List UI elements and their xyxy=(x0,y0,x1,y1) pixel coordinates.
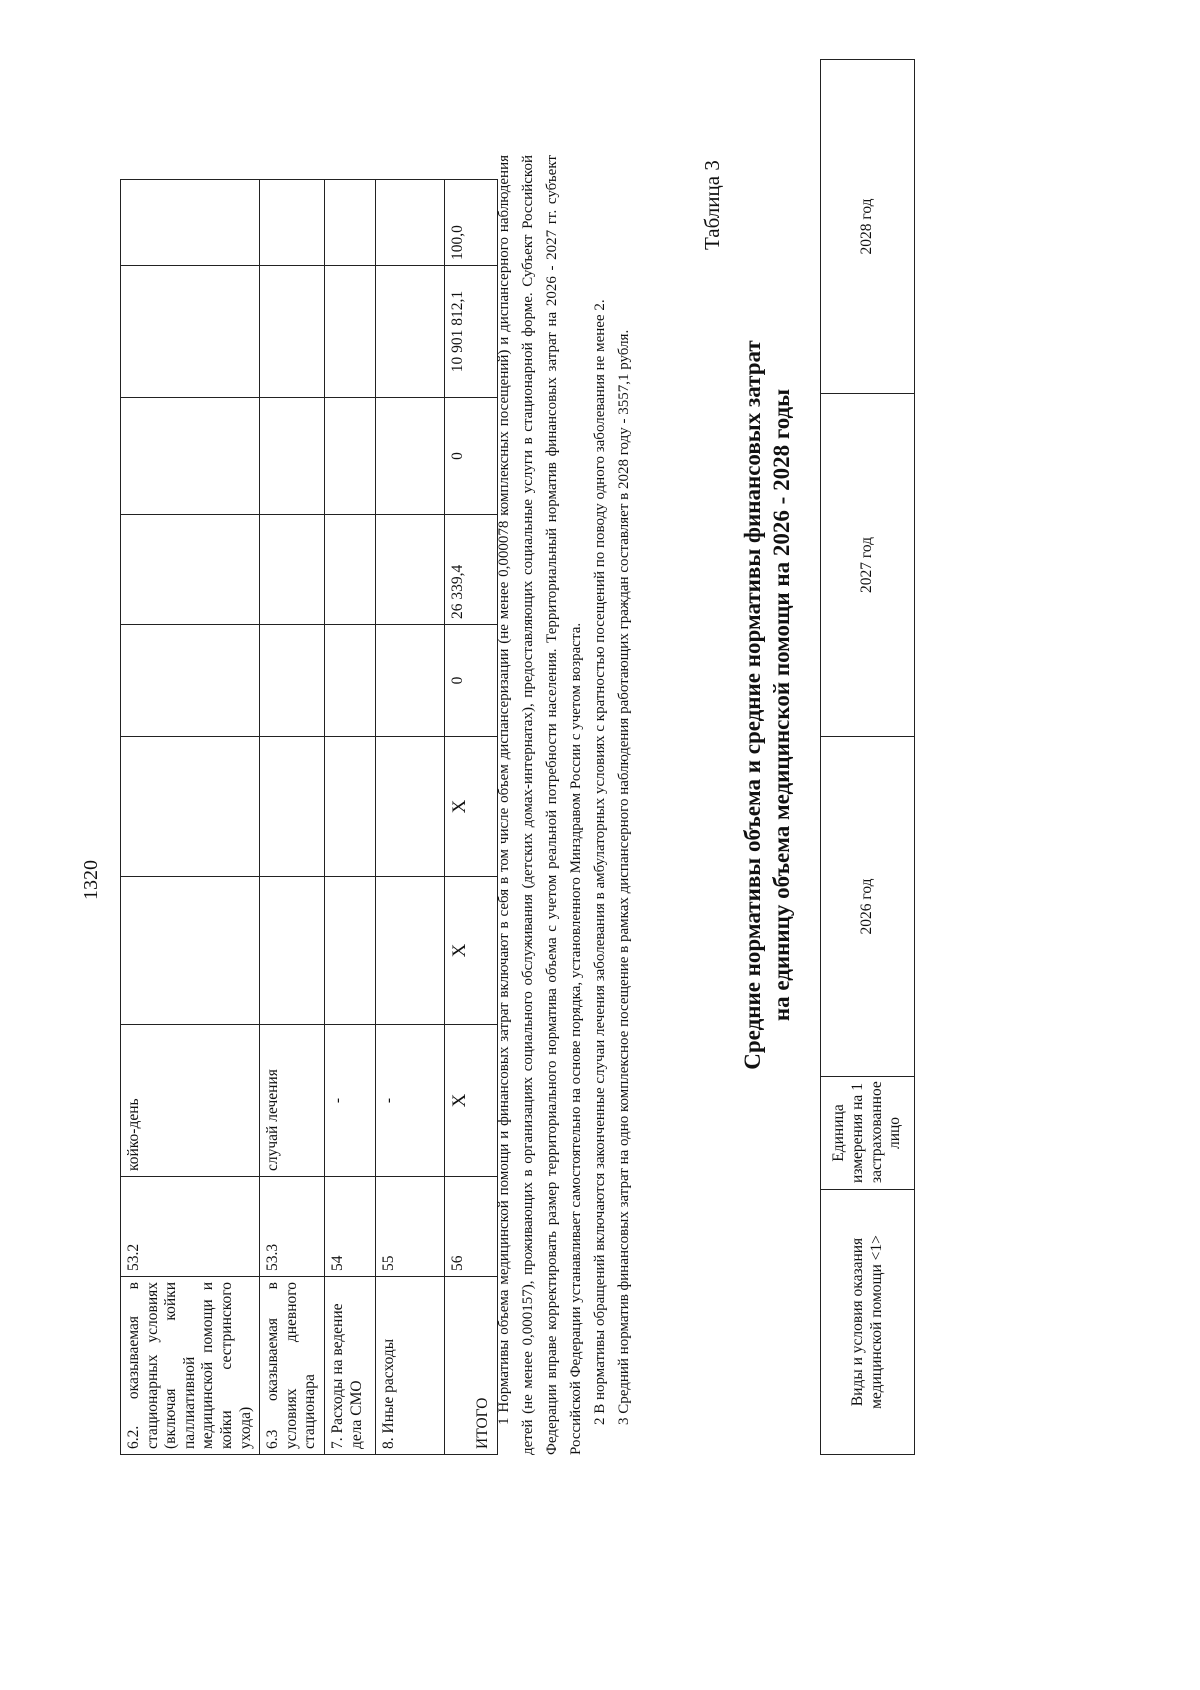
header-year-2026: 2026 год xyxy=(821,737,915,1077)
row-name: 6.3 оказываемая в условиях дневного стационара xyxy=(260,1277,325,1455)
row-cell: X xyxy=(444,737,497,877)
row-cell xyxy=(121,625,260,737)
row-cell: 100,0 xyxy=(444,180,497,266)
table-row xyxy=(260,180,325,1455)
row-unit: - xyxy=(375,1025,444,1177)
table-3-title-line-1: Средние нормативы объема и средние нормативы финансовых затрат xyxy=(740,340,765,1070)
row-cell xyxy=(324,625,375,737)
row-unit: - xyxy=(324,1025,375,1177)
row-cell xyxy=(260,515,325,625)
row-cell xyxy=(324,737,375,877)
table-3-header-row xyxy=(821,60,915,1455)
row-cell xyxy=(260,398,325,515)
row-cell xyxy=(121,515,260,625)
table-row xyxy=(121,180,260,1455)
row-cell xyxy=(260,180,325,266)
footnotes xyxy=(492,155,636,1455)
norms-table-continuation xyxy=(120,179,498,1455)
header-types-of-care: Виды и условия оказания медицинской помощи <1> xyxy=(821,1190,915,1455)
table-3-title-line-2: на единицу объема медицинской помощи на 2026 - 2028 годы xyxy=(769,388,794,1022)
table-row xyxy=(324,180,375,1455)
row-unit: койко-день xyxy=(121,1025,260,1177)
row-line-number: 53.2 xyxy=(121,1177,260,1277)
row-cell xyxy=(121,266,260,398)
row-cell xyxy=(324,515,375,625)
row-cell: 0 xyxy=(444,398,497,515)
row-name: 6.2. оказываемая в стационарных условиях (включая койки паллиативной медицинской помощи и койки сестринского ухода) xyxy=(121,1277,260,1455)
row-cell xyxy=(375,266,444,398)
row-cell xyxy=(375,625,444,737)
row-cell xyxy=(375,877,444,1025)
footnote-2: 2 В нормативы обращений включаются законченные случаи лечения заболевания в амбулаторных условиях с кратностью посещений по поводу одного заболевания не менее 2. xyxy=(592,299,608,1425)
row-line-number: 56 xyxy=(444,1177,497,1277)
row-cell xyxy=(324,398,375,515)
row-line-number: 55 xyxy=(375,1177,444,1277)
row-cell xyxy=(375,180,444,266)
row-cell xyxy=(260,737,325,877)
row-cell: 0 xyxy=(444,625,497,737)
row-cell xyxy=(121,877,260,1025)
row-unit: X xyxy=(444,1025,497,1177)
row-cell xyxy=(375,737,444,877)
row-cell xyxy=(324,877,375,1025)
row-cell xyxy=(324,266,375,398)
row-name: 8. Иные расходы xyxy=(375,1277,444,1455)
header-year-2028: 2028 год xyxy=(821,60,915,394)
row-cell xyxy=(260,625,325,737)
row-cell xyxy=(121,398,260,515)
table-row-total xyxy=(444,180,497,1455)
header-year-2027: 2027 год xyxy=(821,394,915,737)
row-cell xyxy=(121,737,260,877)
row-cell: X xyxy=(444,877,497,1025)
footnote-1: 1 Нормативы объема медицинской помощи и финансовых затрат включают в себя в том числе объем диспансеризации (не менее 0,000078 комплексных посещений) и диспансерного наблюдения детей (не менее 0,000157), проживающих в организациях социального обслуживания (детских домах-интернатах), предоставляющих социальные услуги в стационарной форме. Субъект Российской Федерации вправе корректировать размер территориального норматива объема с учетом реальной потребности населения. Территориальный норматив финансовых затрат на 2026 - 2027 гг. субъект Российской Федерации устанавливает самостоятельно на основе порядка, установленного Минздравом России с учетом возраста. xyxy=(496,155,584,1455)
table-3-header xyxy=(820,59,915,1455)
row-line-number: 54 xyxy=(324,1177,375,1277)
row-cell xyxy=(375,398,444,515)
table-row xyxy=(375,180,444,1455)
row-cell: 10 901 812,1 xyxy=(444,266,497,398)
table-3-label: Таблица 3 xyxy=(700,160,724,250)
header-unit: Единица измерения на 1 застрахованное лицо xyxy=(821,1077,915,1190)
row-cell xyxy=(260,877,325,1025)
row-cell xyxy=(375,515,444,625)
row-name: ИТОГО xyxy=(444,1277,497,1455)
row-name: 7. Расходы на ведение дела СМО xyxy=(324,1277,375,1455)
row-line-number: 53.3 xyxy=(260,1177,325,1277)
row-cell: 26 339,4 xyxy=(444,515,497,625)
row-cell xyxy=(324,180,375,266)
page-number: 1320 xyxy=(80,860,102,900)
table-3-title xyxy=(738,200,796,1210)
footnote-3: 3 Средний норматив финансовых затрат на одно комплексное посещение в рамках диспансерного наблюдения работающих граждан составляет в 2028 году - 3557,1 рубля. xyxy=(616,329,632,1425)
row-cell xyxy=(121,180,260,266)
row-cell xyxy=(260,266,325,398)
row-unit: случай лечения xyxy=(260,1025,325,1177)
